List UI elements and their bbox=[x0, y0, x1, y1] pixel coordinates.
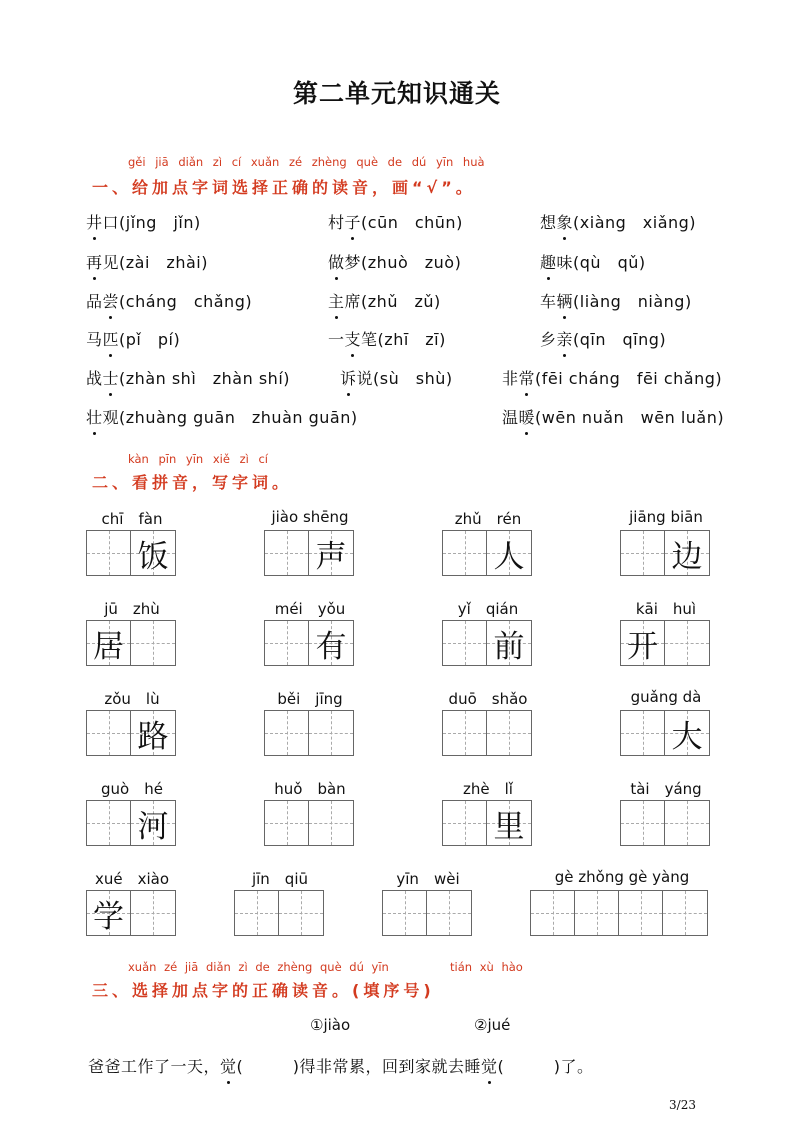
word-char: 车 bbox=[540, 292, 557, 311]
dotted-char: 辆 bbox=[557, 289, 574, 312]
grid-character: 饭 bbox=[137, 538, 169, 575]
reading-question[interactable] bbox=[86, 405, 358, 428]
given-character-box bbox=[665, 531, 709, 575]
given-character-box bbox=[309, 621, 353, 665]
pinyin-label: méi yǒu bbox=[274, 600, 346, 618]
word-char: 马 bbox=[86, 330, 103, 349]
section1-pinyin: gěi jiā diǎn zì cí xuǎn zé zhèng què de dú yīn huà bbox=[128, 155, 485, 169]
writing-grid bbox=[86, 800, 176, 846]
grid-character: 大 bbox=[671, 718, 703, 755]
dotted-char: 趣 bbox=[540, 250, 557, 273]
writing-grid bbox=[442, 620, 532, 666]
page-number: 3/23 bbox=[669, 1098, 696, 1112]
reading-options[interactable]: (pǐ pí) bbox=[119, 330, 181, 349]
word-char: 味 bbox=[556, 253, 574, 272]
grid-character: 前 bbox=[493, 628, 525, 665]
blank-character-box[interactable] bbox=[131, 621, 175, 665]
blank-character-box[interactable] bbox=[87, 711, 131, 755]
word-char: 席 bbox=[344, 292, 362, 311]
given-character-box bbox=[87, 891, 131, 935]
word-char: 梦 bbox=[344, 253, 362, 272]
blank-character-box[interactable] bbox=[265, 621, 309, 665]
dotted-char: 诉 bbox=[340, 366, 357, 389]
pinyin-label: guǎng dà bbox=[630, 688, 702, 706]
pinyin-label: jū zhù bbox=[104, 600, 160, 618]
blank-character-box[interactable] bbox=[427, 891, 471, 935]
reading-question[interactable] bbox=[328, 327, 446, 350]
dotted-char: 象 bbox=[557, 210, 574, 233]
option-1: ①jiào bbox=[310, 1016, 351, 1034]
writing-grid bbox=[86, 890, 176, 936]
reading-question[interactable] bbox=[540, 210, 696, 233]
pinyin-label: xué xiào bbox=[94, 870, 170, 888]
reading-options[interactable]: (zhī zī) bbox=[377, 330, 446, 349]
word-char: 观 bbox=[102, 408, 120, 427]
writing-grid bbox=[86, 710, 176, 756]
dotted-char: 支 bbox=[345, 327, 362, 350]
word-char: 说 bbox=[356, 369, 374, 388]
pinyin-label: jīn qiū bbox=[251, 870, 309, 888]
writing-grid bbox=[264, 620, 354, 666]
reading-question[interactable] bbox=[328, 210, 463, 233]
word-char: 一 bbox=[328, 330, 345, 349]
reading-question[interactable] bbox=[86, 327, 180, 350]
grid-character: 边 bbox=[671, 538, 703, 575]
blank-character-box[interactable] bbox=[443, 801, 487, 845]
pinyin-label: běi jīng bbox=[277, 690, 343, 708]
blank-character-box[interactable] bbox=[131, 891, 175, 935]
word-char: 口 bbox=[102, 213, 120, 232]
dotted-char: 常 bbox=[519, 366, 536, 389]
section3-pinyin-b: tián xù hào bbox=[450, 960, 523, 974]
pinyin-label: jiào shēng bbox=[271, 508, 349, 526]
word-char: 见 bbox=[102, 253, 120, 272]
sentence-part-a: 爸爸工作了一天， bbox=[88, 1057, 221, 1076]
writing-grid bbox=[264, 710, 354, 756]
blank-character-box[interactable] bbox=[443, 531, 487, 575]
page-title: 第二单元知识通关 bbox=[292, 79, 501, 108]
grid-character: 开 bbox=[627, 628, 658, 665]
pinyin-label: chī fàn bbox=[101, 510, 163, 528]
pinyin-label: guò hé bbox=[101, 780, 163, 798]
word-char: 非 bbox=[502, 369, 519, 388]
reading-question[interactable] bbox=[340, 366, 453, 389]
reading-question[interactable] bbox=[86, 210, 201, 233]
blank-character-box[interactable] bbox=[619, 891, 663, 935]
dotted-char: 暖 bbox=[519, 405, 536, 428]
writing-grid bbox=[442, 800, 532, 846]
blank-character-box[interactable] bbox=[235, 891, 279, 935]
grid-character: 居 bbox=[93, 628, 124, 665]
blank-character-box[interactable] bbox=[87, 801, 131, 845]
section1-heading: 一、给加点字词选择正确的读音，画“√”。 bbox=[92, 178, 476, 197]
reading-options[interactable]: (cháng chǎng) bbox=[119, 292, 253, 311]
given-character-box bbox=[487, 531, 531, 575]
reading-options[interactable]: (qù qǔ) bbox=[573, 253, 646, 272]
reading-question[interactable] bbox=[502, 366, 722, 389]
blank-character-box[interactable] bbox=[621, 531, 665, 575]
section3-heading: 三、选择加点字的正确读音。(填序号) bbox=[92, 981, 435, 1000]
pinyin-label: tài yáng bbox=[630, 780, 702, 798]
dotted-char: 主 bbox=[328, 289, 345, 312]
sentence-part-b[interactable]: ( )得非常累，回到家就去睡 bbox=[236, 1057, 482, 1076]
writing-grid bbox=[382, 890, 472, 936]
blank-character-box[interactable] bbox=[575, 891, 619, 935]
given-character-box bbox=[131, 531, 175, 575]
blank-character-box[interactable] bbox=[309, 711, 353, 755]
given-character-box bbox=[487, 621, 531, 665]
reading-options[interactable]: (qīn qīng) bbox=[573, 330, 667, 349]
word-char: 温 bbox=[502, 408, 519, 427]
reading-question[interactable] bbox=[540, 250, 646, 273]
reading-question[interactable] bbox=[502, 405, 724, 428]
word-char: 村 bbox=[328, 213, 345, 232]
dotted-char: 士 bbox=[103, 366, 120, 389]
writing-grid bbox=[442, 710, 532, 756]
dotted-char: 壮 bbox=[86, 405, 103, 428]
pinyin-label: jiāng biān bbox=[629, 508, 703, 526]
reading-options[interactable]: (cūn chūn) bbox=[361, 213, 463, 232]
reading-options[interactable]: (jǐng jǐn) bbox=[119, 213, 201, 232]
pinyin-label: kāi huì bbox=[635, 600, 697, 618]
dotted-char-2: 觉 bbox=[481, 1054, 498, 1077]
reading-options[interactable]: (liàng niàng) bbox=[573, 292, 692, 311]
word-char: 乡 bbox=[540, 330, 557, 349]
pinyin-label: gè zhǒng gè yàng bbox=[554, 868, 690, 886]
writing-grid bbox=[620, 800, 710, 846]
blank-character-box[interactable] bbox=[531, 891, 575, 935]
reading-options[interactable]: (zài zhài) bbox=[119, 253, 208, 272]
writing-grid bbox=[264, 530, 354, 576]
reading-question[interactable] bbox=[540, 327, 666, 350]
writing-grid bbox=[234, 890, 324, 936]
dotted-char: 做 bbox=[328, 250, 345, 273]
blank-character-box[interactable] bbox=[265, 801, 309, 845]
pinyin-label: yǐ qián bbox=[457, 600, 519, 618]
writing-grid bbox=[620, 710, 710, 756]
reading-options[interactable]: (zhǔ zǔ) bbox=[361, 292, 441, 311]
blank-character-box[interactable] bbox=[265, 711, 309, 755]
grid-character: 河 bbox=[137, 808, 169, 845]
reading-question[interactable] bbox=[540, 289, 692, 312]
given-character-box bbox=[487, 801, 531, 845]
given-character-box bbox=[621, 621, 665, 665]
writing-grid bbox=[442, 530, 532, 576]
reading-options[interactable]: (zhàn shì zhàn shí) bbox=[119, 369, 291, 388]
writing-grid bbox=[620, 530, 710, 576]
grid-character: 学 bbox=[93, 898, 124, 935]
dotted-char-1: 觉 bbox=[220, 1054, 237, 1077]
given-character-box bbox=[87, 621, 131, 665]
blank-character-box[interactable] bbox=[383, 891, 427, 935]
reading-question[interactable] bbox=[328, 250, 461, 273]
reading-options[interactable]: (fēi cháng fēi chǎng) bbox=[535, 369, 723, 388]
writing-grid bbox=[86, 620, 176, 666]
pinyin-label: duō shǎo bbox=[448, 690, 528, 708]
word-char: 战 bbox=[86, 369, 103, 388]
dotted-char: 再 bbox=[86, 250, 103, 273]
blank-character-box[interactable] bbox=[621, 801, 665, 845]
pinyin-label: zhǔ rén bbox=[454, 510, 522, 528]
grid-character: 路 bbox=[137, 718, 169, 755]
word-char: 想 bbox=[540, 213, 557, 232]
blank-character-box[interactable] bbox=[265, 531, 309, 575]
dotted-char: 尝 bbox=[103, 289, 120, 312]
reading-options[interactable]: (sù shù) bbox=[373, 369, 453, 388]
word-char: 品 bbox=[86, 292, 103, 311]
writing-grid bbox=[620, 620, 710, 666]
reading-options[interactable]: (zhuàng guān zhuàn guān) bbox=[119, 408, 358, 427]
grid-character: 有 bbox=[315, 628, 347, 665]
blank-character-box[interactable] bbox=[443, 621, 487, 665]
section2-pinyin: kàn pīn yīn xiě zì cí bbox=[128, 452, 268, 466]
blank-character-box[interactable] bbox=[665, 801, 709, 845]
grid-character: 声 bbox=[315, 538, 347, 575]
blank-character-box[interactable] bbox=[443, 711, 487, 755]
dotted-char: 匹 bbox=[103, 327, 120, 350]
section3-sentence bbox=[88, 1054, 594, 1077]
reading-question[interactable] bbox=[86, 250, 208, 273]
reading-options[interactable]: (wēn nuǎn wēn luǎn) bbox=[535, 408, 725, 427]
reading-options[interactable]: (zhuò zuò) bbox=[361, 253, 462, 272]
dotted-char: 子 bbox=[345, 210, 362, 233]
grid-character: 里 bbox=[493, 808, 525, 845]
given-character-box bbox=[131, 801, 175, 845]
blank-character-box[interactable] bbox=[279, 891, 323, 935]
grid-character: 人 bbox=[493, 538, 525, 575]
section3-pinyin-a: xuǎn zé jiā diǎn zì de zhèng què dú yīn bbox=[128, 960, 389, 974]
dotted-char: 井 bbox=[86, 210, 103, 233]
reading-question[interactable] bbox=[328, 289, 441, 312]
blank-character-box[interactable] bbox=[663, 891, 707, 935]
pinyin-label: yīn wèi bbox=[396, 870, 460, 888]
pinyin-label: huǒ bàn bbox=[274, 780, 346, 798]
blank-character-box[interactable] bbox=[309, 801, 353, 845]
reading-question[interactable] bbox=[86, 366, 290, 389]
blank-character-box[interactable] bbox=[665, 621, 709, 665]
blank-character-box[interactable] bbox=[487, 711, 531, 755]
reading-question[interactable] bbox=[86, 289, 252, 312]
given-character-box bbox=[131, 711, 175, 755]
blank-character-box[interactable] bbox=[621, 711, 665, 755]
section2-heading: 二、看拼音，写字词。 bbox=[92, 473, 293, 492]
word-char: 笔 bbox=[361, 330, 378, 349]
blank-character-box[interactable] bbox=[87, 531, 131, 575]
option-2: ②jué bbox=[474, 1016, 511, 1034]
pinyin-label: zhè lǐ bbox=[463, 780, 513, 798]
pinyin-label: zǒu lù bbox=[104, 690, 160, 708]
given-character-box bbox=[309, 531, 353, 575]
writing-grid bbox=[530, 890, 708, 936]
reading-options[interactable]: (xiàng xiǎng) bbox=[573, 213, 697, 232]
writing-grid bbox=[86, 530, 176, 576]
dotted-char: 亲 bbox=[557, 327, 574, 350]
writing-grid bbox=[264, 800, 354, 846]
sentence-part-c[interactable]: ( )了。 bbox=[497, 1057, 594, 1076]
given-character-box bbox=[665, 711, 709, 755]
